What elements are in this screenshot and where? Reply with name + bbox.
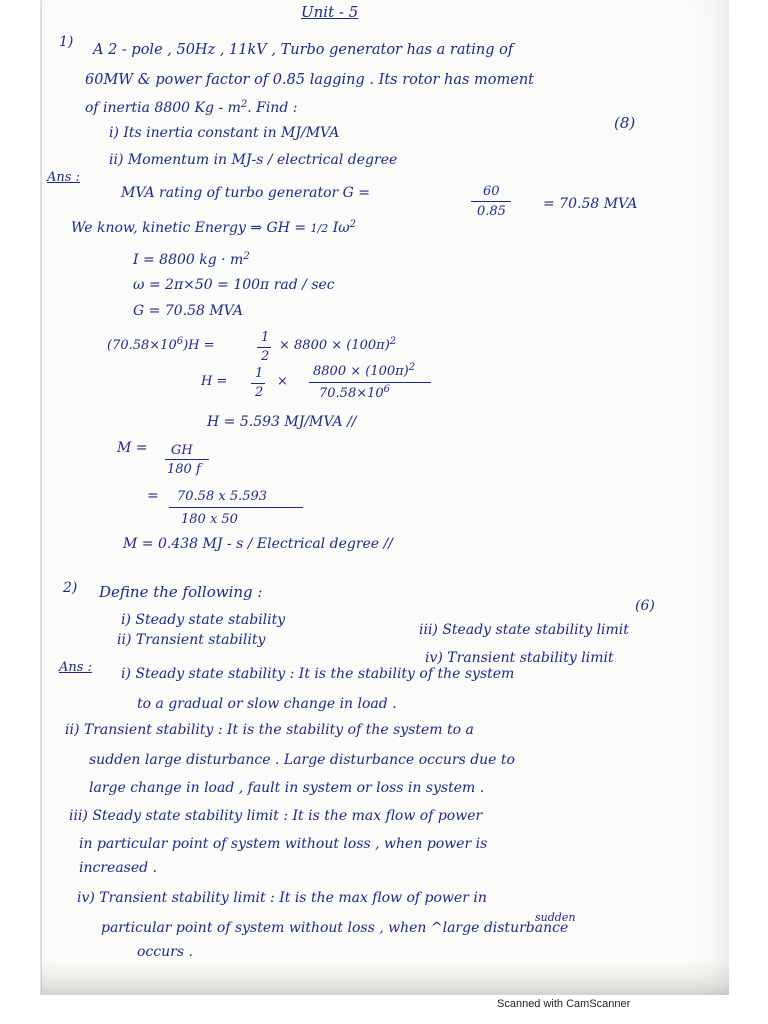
scanner-watermark: Scanned with CamScanner xyxy=(497,998,631,1010)
ans1-M-fraction-bar xyxy=(165,459,209,460)
q1-inertia-text: of inertia 8800 Kg - m xyxy=(85,100,241,116)
ans1-eq1-rhs-text: × 8800 × (100π) xyxy=(279,338,390,353)
ans1-ke-rhs: Iω xyxy=(332,220,350,236)
ans1-eq2-times: × xyxy=(277,374,288,389)
ans1-ke-half: 1/2 xyxy=(310,222,329,235)
ans1-eq2-half-bar xyxy=(251,383,265,384)
q2-item-ii: ii) Transient stability xyxy=(117,632,266,648)
ans1-M-denominator: 180 f xyxy=(167,462,201,477)
ans1-eq2-half-num: 1 xyxy=(255,366,264,381)
ans1-I-sup: 2 xyxy=(243,251,250,262)
ans1-ke-text: We know, kinetic Energy ⇒ GH = xyxy=(71,220,307,236)
ans2-iv-line-1: iv) Transient stability limit : It is the max flow of power in xyxy=(77,890,487,906)
ans1-H-result: H = 5.593 MJ/MVA // xyxy=(207,414,357,430)
ans1-eq2-half-den: 2 xyxy=(255,385,264,400)
ans1-eq1-lhs xyxy=(107,338,215,355)
q2-item-iii: iii) Steady state stability limit xyxy=(419,622,629,638)
ans1-mva-fraction-bar xyxy=(471,201,511,202)
ans2-iv-line-2: particular point of system without loss , when ^large disturbance xyxy=(101,920,569,936)
q1-marks: (8) xyxy=(614,114,636,132)
ans1-I-text: I = 8800 kg · m xyxy=(133,252,244,268)
q1-part-i: i) Its inertia constant in MJ/MVA xyxy=(109,125,340,141)
ans1-M-lhs: M = xyxy=(117,440,148,456)
q2-item-iv: iv) Transient stability limit xyxy=(425,650,614,666)
ans1-eq2-den-text: 70.58×10 xyxy=(319,386,384,401)
ans2-iii-line-1: iii) Steady state stability limit : It is the max flow of power xyxy=(69,808,483,824)
ans1-M-denominator-2: 180 x 50 xyxy=(181,512,238,527)
ans1-eq2-num-sup: 2 xyxy=(408,362,416,373)
ans2-iv-line-3: occurs . xyxy=(137,944,193,960)
ans1-eq2-den-sup: 6 xyxy=(383,384,391,395)
q1-line-3 xyxy=(85,100,297,118)
page-shadow xyxy=(41,960,729,995)
ans1-mva-numerator: 60 xyxy=(483,184,500,199)
ans1-eq2-numerator xyxy=(313,364,415,381)
ans1-omega-line: ω = 2π×50 = 100π rad / sec xyxy=(133,277,335,293)
q2-heading: Define the following : xyxy=(99,583,263,601)
ans1-label: Ans : xyxy=(47,170,80,185)
q2-item-i: i) Steady state stability xyxy=(121,612,286,628)
ans2-ii-line-1: ii) Transient stability : It is the stability of the system to a xyxy=(65,722,474,738)
ans1-eq1-rhs xyxy=(279,338,396,355)
page-margin-line xyxy=(41,0,42,995)
page-title: Unit - 5 xyxy=(301,3,359,21)
ans1-M-numerator-2: 70.58 x 5.593 xyxy=(177,489,268,504)
ans1-M-numerator: GH xyxy=(171,443,193,458)
ans1-M-equals: = xyxy=(147,488,159,504)
ans1-eq1-half-den: 2 xyxy=(261,349,270,364)
q1-find-text: . Find : xyxy=(247,100,298,116)
q2-marks: (6) xyxy=(635,598,655,614)
ans2-label: Ans : xyxy=(59,660,92,675)
ans1-M-result: M = 0.438 MJ - s / Electrical degree // xyxy=(123,536,393,552)
ans2-iii-line-3: increased . xyxy=(79,860,157,876)
q2-number: 2) xyxy=(63,580,78,596)
ans1-eq1-half-num: 1 xyxy=(261,330,270,345)
ans1-eq1-lhs-text: (70.58×10 xyxy=(107,338,177,353)
ans1-mva-text: MVA rating of turbo generator G = xyxy=(121,185,371,201)
ans1-eq2-denominator xyxy=(319,386,390,403)
ans1-eq2-lhs: H = xyxy=(201,374,228,389)
ans1-M-fraction-bar-2 xyxy=(169,507,303,508)
ans2-ii-line-3: large change in load , fault in system or loss in system . xyxy=(89,780,485,796)
ans2-i-line-2: to a gradual or slow change in load . xyxy=(137,696,397,712)
ans1-eq1-half-bar xyxy=(257,347,271,348)
ans2-iii-line-2: in particular point of system without loss , when power is xyxy=(79,836,488,852)
ans2-iv-insert: sudden xyxy=(535,911,576,924)
ans1-ke-sup: 2 xyxy=(349,219,357,230)
q1-number: 1) xyxy=(59,34,74,50)
q1-line-2: 60MW & power factor of 0.85 lagging . Its rotor has moment xyxy=(85,72,535,88)
ans1-eq2-fraction-bar xyxy=(309,382,431,383)
ans1-eq1-rhs-sup: 2 xyxy=(389,336,397,347)
ans1-mva-result: = 70.58 MVA xyxy=(543,196,638,212)
q1-line-1: A 2 - pole , 50Hz , 11kV , Turbo generator has a rating of xyxy=(93,42,514,58)
handwritten-page xyxy=(40,0,729,995)
ans2-ii-line-2: sudden large disturbance . Large disturbance occurs due to xyxy=(89,752,515,768)
q1-inertia-sup: 2 xyxy=(240,99,248,110)
ans1-eq1-mid: )H = xyxy=(183,338,215,353)
ans1-mva-denominator: 0.85 xyxy=(477,204,506,219)
ans1-eq2-num-text: 8800 × (100π) xyxy=(313,364,409,379)
ans1-ke-line xyxy=(71,220,356,238)
ans1-I-line xyxy=(133,252,250,270)
ans1-G-line: G = 70.58 MVA xyxy=(133,303,243,319)
ans2-i-line-1: i) Steady state stability : It is the stability of the system xyxy=(121,666,515,682)
ans1-eq1-lhs-sup: 6 xyxy=(176,336,184,347)
q1-part-ii: ii) Momentum in MJ-s / electrical degree xyxy=(109,152,398,168)
